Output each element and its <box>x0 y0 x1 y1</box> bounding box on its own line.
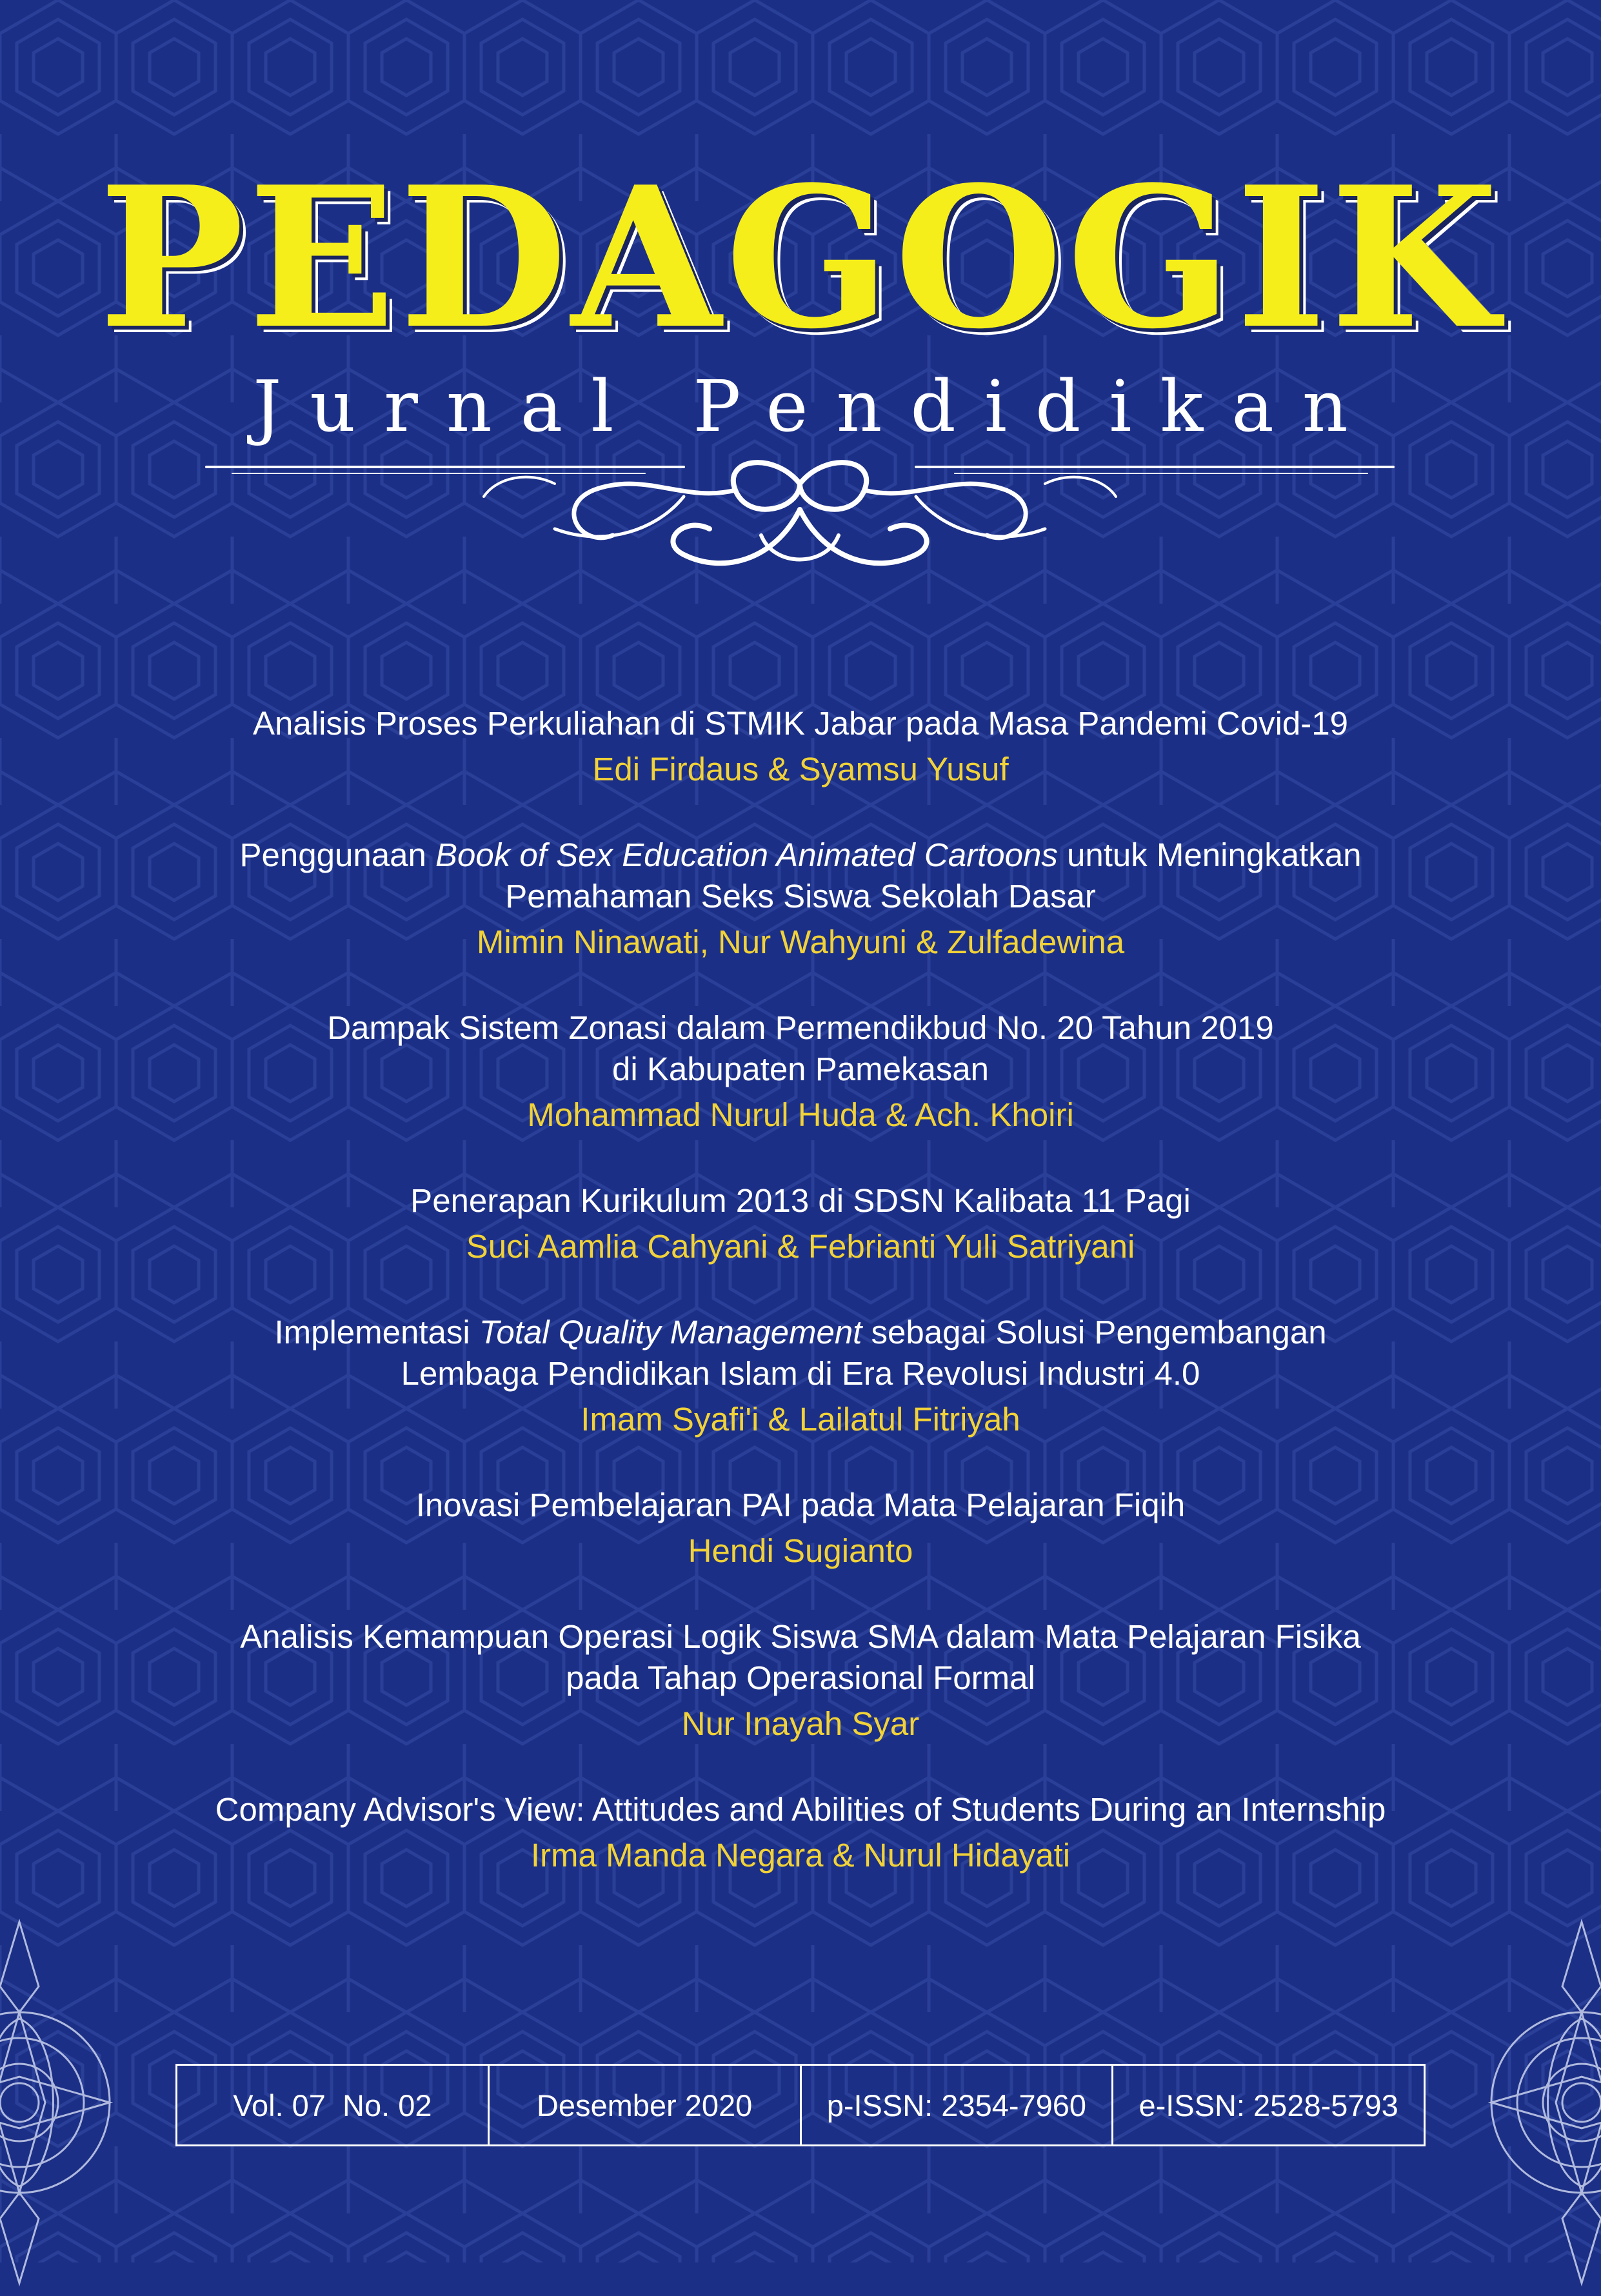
article-entry <box>77 1789 1524 1877</box>
issue-info-box <box>175 2064 1426 2146</box>
mandala-ornament-right <box>1485 1909 1601 2296</box>
article-authors: Mohammad Nurul Huda & Ach. Khoiri <box>527 1096 1074 1133</box>
electronic-issn: e-ISSN: 2528-5793 <box>1139 2088 1398 2123</box>
article-title-segment: pada Tahap Operasional Formal <box>566 1659 1035 1696</box>
article-title-segment: Implementasi <box>274 1314 479 1351</box>
article-title-segment: Analisis Proses Perkuliahan di STMIK Jabar pada Masa Pandemi Covid-19 <box>253 705 1348 742</box>
article-title-line <box>77 703 1524 744</box>
article-authors: Hendi Sugianto <box>688 1532 913 1569</box>
journal-subtitle: Jurnal Pendidikan <box>253 365 1377 448</box>
article-title <box>77 703 1524 744</box>
article-authors: Imam Syafi'i & Lailatul Fitriyah <box>581 1401 1020 1438</box>
article-title-line <box>77 876 1524 917</box>
article-title-segment: Inovasi Pembelajaran PAI pada Mata Pelajaran Fiqih <box>415 1487 1186 1523</box>
article-title-segment: sebagai Solusi Pengembangan <box>862 1314 1327 1351</box>
mandala-ornament-left <box>0 1909 116 2296</box>
article-title-line <box>77 1789 1524 1830</box>
article-title-line <box>77 835 1524 876</box>
article-title-line <box>77 1658 1524 1699</box>
article-entry <box>77 1007 1524 1136</box>
journal-title: PEDAGOGIK <box>99 144 1502 371</box>
article-title-segment: Penggunaan <box>239 836 435 873</box>
article-title-segment: Pemahaman Seks Siswa Sekolah Dasar <box>505 878 1096 915</box>
article-title <box>77 835 1524 917</box>
article-title <box>77 1007 1524 1090</box>
article-title-segment: untuk Meningkatkan <box>1057 836 1362 873</box>
article-title-line <box>77 1485 1524 1526</box>
article-title-line <box>77 1180 1524 1222</box>
article-entry <box>77 1485 1524 1572</box>
article-authors: Irma Manda Negara & Nurul Hidayati <box>530 1837 1071 1874</box>
article-entry <box>77 1312 1524 1441</box>
article-title-segment: Dampak Sistem Zonasi dalam Permendikbud No. 20 Tahun 2019 <box>327 1009 1274 1046</box>
article-title <box>77 1180 1524 1222</box>
article-entry <box>77 703 1524 791</box>
article-authors: Mimin Ninawati, Nur Wahyuni & Zulfadewina <box>476 924 1125 960</box>
article-title-segment: Lembaga Pendidikan Islam di Era Revolusi Industri 4.0 <box>401 1355 1200 1392</box>
article-entry <box>77 835 1524 964</box>
flourish-ornament <box>194 445 1406 587</box>
article-title-line <box>77 1353 1524 1394</box>
article-authors: Nur Inayah Syar <box>681 1705 920 1742</box>
article-list <box>77 703 1524 1921</box>
article-title-segment: Analisis Kemampuan Operasi Logik Siswa SMA dalam Mata Pelajaran Fisika <box>240 1618 1361 1655</box>
article-title <box>77 1485 1524 1526</box>
article-title-segment: di Kabupaten Pamekasan <box>612 1051 989 1087</box>
article-title-italic-segment: Total Quality Management <box>479 1314 862 1351</box>
article-title-line <box>77 1616 1524 1658</box>
article-entry <box>77 1616 1524 1745</box>
article-title-segment: Company Advisor's View: Attitudes and Abilities of Students During an Internship <box>215 1791 1386 1828</box>
article-title-segment: Penerapan Kurikulum 2013 di SDSN Kalibata 11 Pagi <box>410 1182 1191 1219</box>
volume-number: Vol. 07 No. 02 <box>177 2066 490 2144</box>
article-authors: Edi Firdaus & Syamsu Yusuf <box>592 751 1009 787</box>
article-title-line <box>77 1049 1524 1090</box>
article-title-line <box>77 1007 1524 1049</box>
article-authors: Suci Aamlia Cahyani & Febrianti Yuli Satriyani <box>466 1228 1135 1265</box>
issue-date: Desember 2020 <box>490 2066 802 2144</box>
print-issn: p-ISSN: 2354-7960 <box>802 2066 1114 2144</box>
article-title-italic-segment: Book of Sex Education Animated Cartoons <box>435 836 1058 873</box>
article-title <box>77 1789 1524 1830</box>
article-title <box>77 1616 1524 1699</box>
article-title <box>77 1312 1524 1394</box>
article-title-line <box>77 1312 1524 1353</box>
article-entry <box>77 1180 1524 1268</box>
